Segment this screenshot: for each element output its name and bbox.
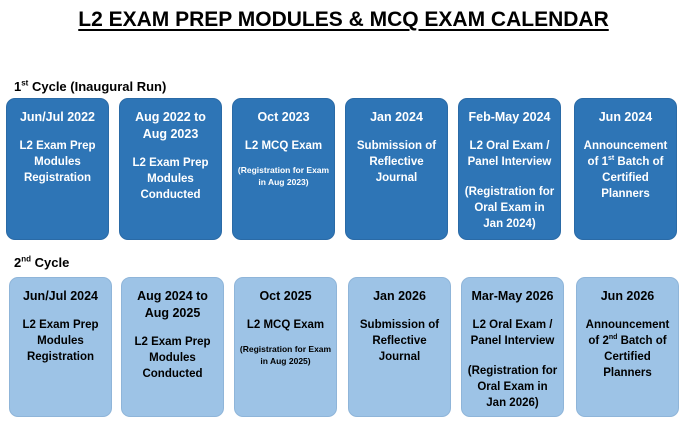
- card-body: Submission of Reflective Journal: [356, 140, 437, 184]
- card-date: Jun 2026: [600, 289, 655, 303]
- card-body-sup: st: [608, 155, 615, 163]
- card-body: [579, 138, 672, 202]
- cycle-1-label: [14, 79, 166, 94]
- cycle-2-card-2: [121, 277, 224, 417]
- card-date: Jun 2024: [598, 110, 653, 124]
- card-date: Oct 2025: [259, 289, 312, 303]
- cycle-1-card-6: [574, 98, 677, 240]
- cycle-2-card-1: [9, 277, 112, 417]
- cycle-1-card-5: [458, 98, 561, 240]
- card-body: L2 MCQ Exam: [244, 140, 323, 152]
- card-date: Aug 2022 to Aug 2023: [135, 110, 206, 141]
- card-note: (Registration for Exam in Aug 2023): [237, 165, 330, 187]
- card-note: (Registration for Exam in Aug 2025): [239, 344, 332, 366]
- card-date: Feb-May 2024: [468, 110, 551, 124]
- cycle-2-label-num: 2: [14, 255, 22, 270]
- cycle-1-card-1: [6, 98, 109, 240]
- cycle-2-label-rest: Cycle: [31, 255, 70, 270]
- card-body: L2 MCQ Exam: [246, 319, 325, 331]
- cycle-1-card-3: [232, 98, 335, 240]
- card-body: L2 Exam Prep Modules Registration: [22, 319, 99, 363]
- card-date: Jan 2026: [373, 289, 426, 303]
- card-body: L2 Exam Prep Modules Conducted: [132, 157, 209, 201]
- page-title-text: L2 EXAM PREP MODULES & MCQ EXAM CALENDAR: [78, 8, 609, 31]
- page-title: [0, 8, 687, 32]
- card-body: L2 Oral Exam / Panel Interview: [470, 319, 555, 347]
- card-date: Jun/Jul 2024: [22, 289, 99, 303]
- card-date: Jan 2024: [370, 110, 423, 124]
- card-date: Mar-May 2026: [471, 289, 554, 303]
- card-extra: (Registration for Oral Exam in Jan 2024): [464, 186, 555, 230]
- cycle-1-card-2: [119, 98, 222, 240]
- cycle-1-label-sup: st: [21, 78, 29, 88]
- cycle-2-label-sup: nd: [21, 254, 32, 264]
- cycle-2-label: [14, 255, 69, 270]
- cycle-1-label-num: 1: [14, 79, 22, 94]
- card-date: Aug 2024 to Aug 2025: [137, 289, 208, 320]
- card-date: Oct 2023: [257, 110, 310, 124]
- card-body: [581, 317, 674, 381]
- cycle-2-card-4: [348, 277, 451, 417]
- cycle-2-card-3: [234, 277, 337, 417]
- cycle-2-card-6: [576, 277, 679, 417]
- card-extra: (Registration for Oral Exam in Jan 2026): [467, 365, 558, 409]
- card-body-pre: Announcement of 2: [585, 319, 670, 347]
- card-body: L2 Exam Prep Modules Registration: [19, 140, 96, 184]
- card-date: Jun/Jul 2022: [19, 110, 96, 124]
- card-body-post: Batch of Certified Planners: [603, 335, 667, 379]
- cycle-2-card-5: [461, 277, 564, 417]
- card-body: L2 Exam Prep Modules Conducted: [134, 336, 211, 380]
- card-body-sup: nd: [608, 334, 618, 342]
- cycle-1-card-4: [345, 98, 448, 240]
- card-body-pre: Announcement of 1: [583, 140, 668, 168]
- card-body: L2 Oral Exam / Panel Interview: [467, 140, 552, 168]
- card-body-post: Batch of Certified Planners: [601, 156, 664, 200]
- card-body: Submission of Reflective Journal: [359, 319, 440, 363]
- cycle-1-label-rest: Cycle (Inaugural Run): [28, 79, 167, 94]
